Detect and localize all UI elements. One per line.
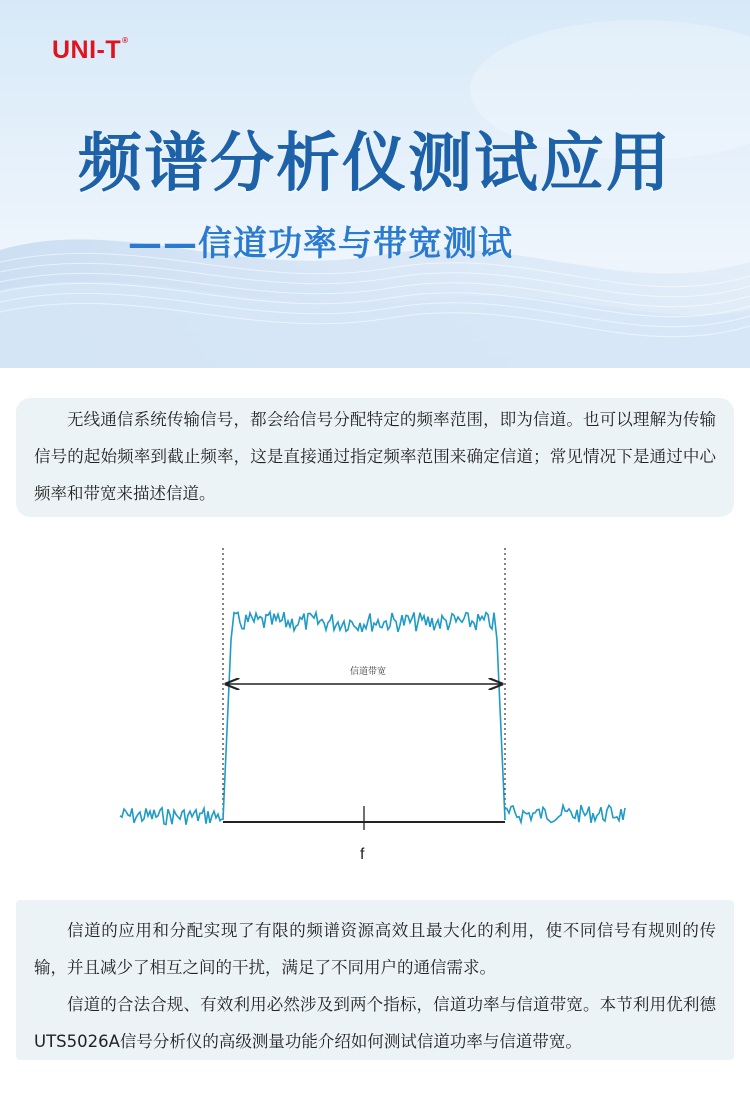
noise-floor-right	[505, 805, 625, 823]
page-subtitle: ——信道功率与带宽测试	[128, 224, 513, 264]
frequency-axis-label: f	[360, 846, 365, 863]
body-paragraph-2: 信道的合法合规、有效利用必然涉及到两个指标，信道功率与信道带宽。本节利用优利德UTS5026A信号分析仪的高级测量功能介绍如何测试信道功率与信道带宽。	[34, 995, 716, 1051]
hero-banner	[0, 0, 750, 368]
page-title: 频谱分析仪测试应用	[78, 127, 672, 201]
intro-paragraph: 无线通信系统传输信号，都会给信号分配特定的频率范围，即为信道。也可以理解为传输信号的起始频率到截止频率，这是直接通过指定频率范围来确定信道；常见情况下是通过中心频率和带宽来描述信道。	[34, 410, 716, 503]
description-card	[16, 900, 734, 1060]
channel-signal-band	[223, 612, 505, 820]
channel-bandwidth-diagram	[0, 530, 750, 890]
brand-logo: UNI-T®	[52, 36, 129, 64]
bandwidth-label: 信道带宽	[350, 667, 387, 677]
intro-card	[16, 398, 734, 517]
noise-floor-left	[120, 808, 222, 825]
body-paragraph-1: 信道的应用和分配实现了有限的频谱资源高效且最大化的利用，使不同信号有规则的传输，并且减少了相互之间的干扰，满足了不同用户的通信需求。	[34, 921, 716, 977]
